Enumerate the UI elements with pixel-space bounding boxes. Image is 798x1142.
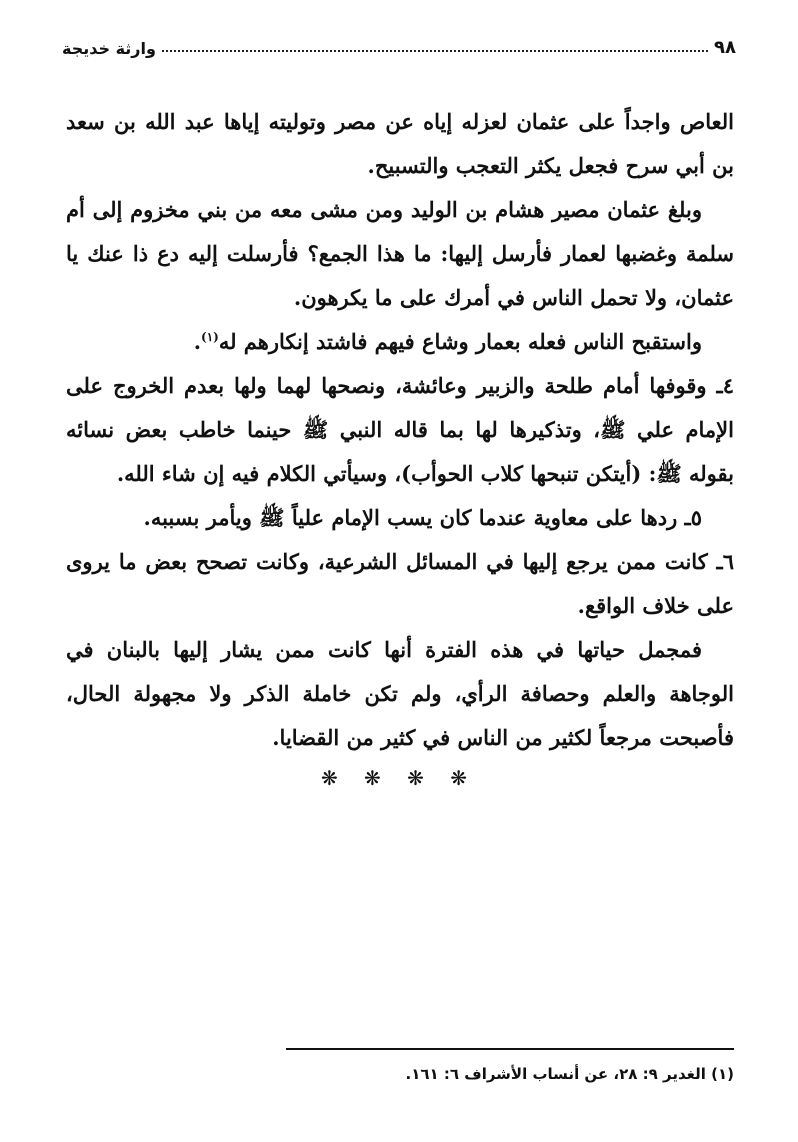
paragraph-2: وبلغ عثمان مصير هشام بن الوليد ومن مشى معه من بني مخزوم إلى أم سلمة وغضبها لعمار فأرسل إليها: ما هذا الجمع؟ فأرسلت إليه دع ذا عنك يا عثمان، ولا تحمل الناس في أمرك على ما يكرهون. bbox=[66, 197, 734, 310]
header-dot-leader bbox=[162, 49, 708, 52]
paragraph-3-end: . bbox=[193, 329, 201, 354]
running-book-title: وارثة خديجة bbox=[62, 39, 156, 58]
section-separator-stars: ❋ ❋ ❋ ❋ bbox=[320, 766, 478, 790]
list-item-4: ٤ـ وقوفها أمام طلحة والزبير وعائشة، ونصحها لهما ولها بعدم الخروج على الإمام علي ﷺ، وتذكيرها لها بما قاله النبي ﷺ حينما خاطب بعض نسائه بقوله ﷺ: (أيتكن تنبحها كلاب الحوأب)، وسيأتي الكلام فيه إن شاء الله. bbox=[66, 373, 734, 486]
paragraph-1: العاص واجداً على عثمان لعزله إياه عن مصر وتوليته إياها عبد الله بن سعد بن أبي سرح فجعل يكثر التعجب والتسبيح. bbox=[66, 109, 734, 178]
list-item-5: ٥ـ ردها على معاوية عندما كان يسب الإمام علياً ﷺ ويأمر بسببه. bbox=[143, 505, 702, 530]
page-number: ٩٨ bbox=[714, 37, 736, 58]
footnote-divider bbox=[286, 1048, 734, 1050]
paragraph-3-text: واستقبح الناس فعله بعمار وشاع فيهم فاشتد إنكارهم له bbox=[218, 329, 702, 354]
page-header bbox=[62, 28, 736, 58]
list-item-6: ٦ـ كانت ممن يرجع إليها في المسائل الشرعية، وكانت تصحح بعض ما يروى على خلاف الواقع. bbox=[66, 549, 734, 618]
main-text bbox=[66, 100, 734, 760]
paragraph-summary: فمجمل حياتها في هذه الفترة أنها كانت ممن يشار إليها بالبنان في الوجاهة والعلم وحصافة الرأي، ولم تكن خاملة الذكر ولا مجهولة الحال، فأصبحت مرجعاً لكثير من الناس في كثير من القضايا. bbox=[66, 637, 734, 750]
paragraph-3 bbox=[66, 320, 734, 364]
footnote-text: (١) الغدير ٩: ٢٨، عن أنساب الأشراف ٦: ١٦١. bbox=[405, 1065, 734, 1083]
footnote-reference: (١) bbox=[201, 330, 219, 344]
